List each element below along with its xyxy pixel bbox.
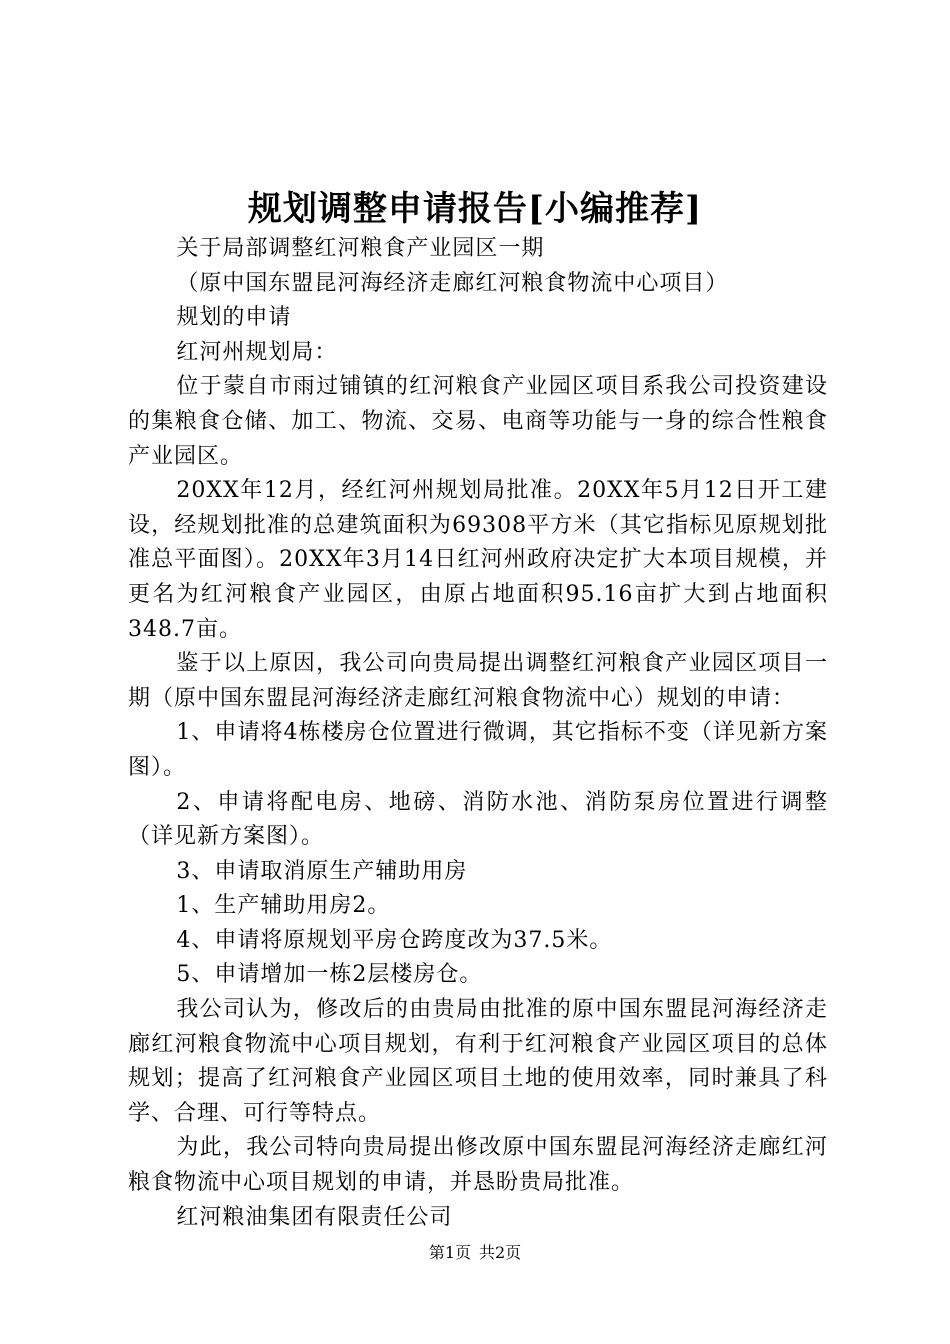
paragraph-intro: 位于蒙自市雨过铺镇的红河粮食产业园区项目系我公司投资建设的集粮食仓储、加工、物流、交易、电商等功能与一身的综合性粮食产业园区。 <box>128 374 828 469</box>
paragraph-opinion: 我公司认为，修改后的由贵局由批准的原中国东盟昆河海经济走廊红河粮食物流中心项目规划，有利于红河粮食产业园区项目的总体规划；提高了红河粮食产业园区项目土地的使用效率，同时兼具了科学、合理、可行等特点。 <box>128 997 828 1126</box>
document-body <box>128 232 828 1235</box>
page-total: 共2页 <box>479 1243 522 1262</box>
request-item-1: 1、申请将4栋楼房仓位置进行微调，其它指标不变（详见新方案图）。 <box>128 720 828 780</box>
page-number: 第1页 <box>428 1243 471 1262</box>
document-title: 规划调整申请报告[小编推荐] <box>247 189 703 229</box>
request-item-3: 3、申请取消原生产辅助用房 <box>176 858 468 884</box>
request-item-5: 5、申请增加一栋2层楼房仓。 <box>176 962 483 988</box>
subject-line-1: 关于局部调整红河粮食产业园区一期 <box>176 236 545 261</box>
addressee: 红河州规划局： <box>176 339 338 365</box>
signature-company: 红河粮油集团有限责任公司 <box>176 1204 453 1230</box>
paragraph-history: 20XX年12月，经红河州规划局批准。20XX年5月12日开工建设，经规划批准的总建筑面积为69308平方米（其它指标见原规划批准总平面图）。20XX年3月14日红河州政府决定扩大本项目规模，并更名为红河粮食产业园区，由原占地面积95.16亩扩大到占地面积348.7亩。 <box>128 478 828 642</box>
subject-line-3: 规划的申请 <box>176 305 292 331</box>
request-item-2: 2、申请将配电房、地磅、消防水池、消防泵房位置进行调整（详见新方案图）。 <box>128 789 828 850</box>
request-subitem-1: 1、生产辅助用房2。 <box>176 893 391 919</box>
subject-line-2: （原中国东盟昆河海经济走廊红河粮食物流中心项目） <box>176 270 729 296</box>
paragraph-request: 鉴于以上原因，我公司向贵局提出调整红河粮食产业园区项目一期（原中国东盟昆河海经济走廊红河粮食物流中心）规划的申请： <box>128 651 828 711</box>
paragraph-closing: 为此，我公司特向贵局提出修改原中国东盟昆河海经济走廊红河粮食物流中心项目规划的申请，并恳盼贵局批准。 <box>128 1135 828 1196</box>
request-item-4: 4、申请将原规划平房仓跨度改为37.5米。 <box>176 927 613 953</box>
page-footer <box>0 1241 950 1265</box>
